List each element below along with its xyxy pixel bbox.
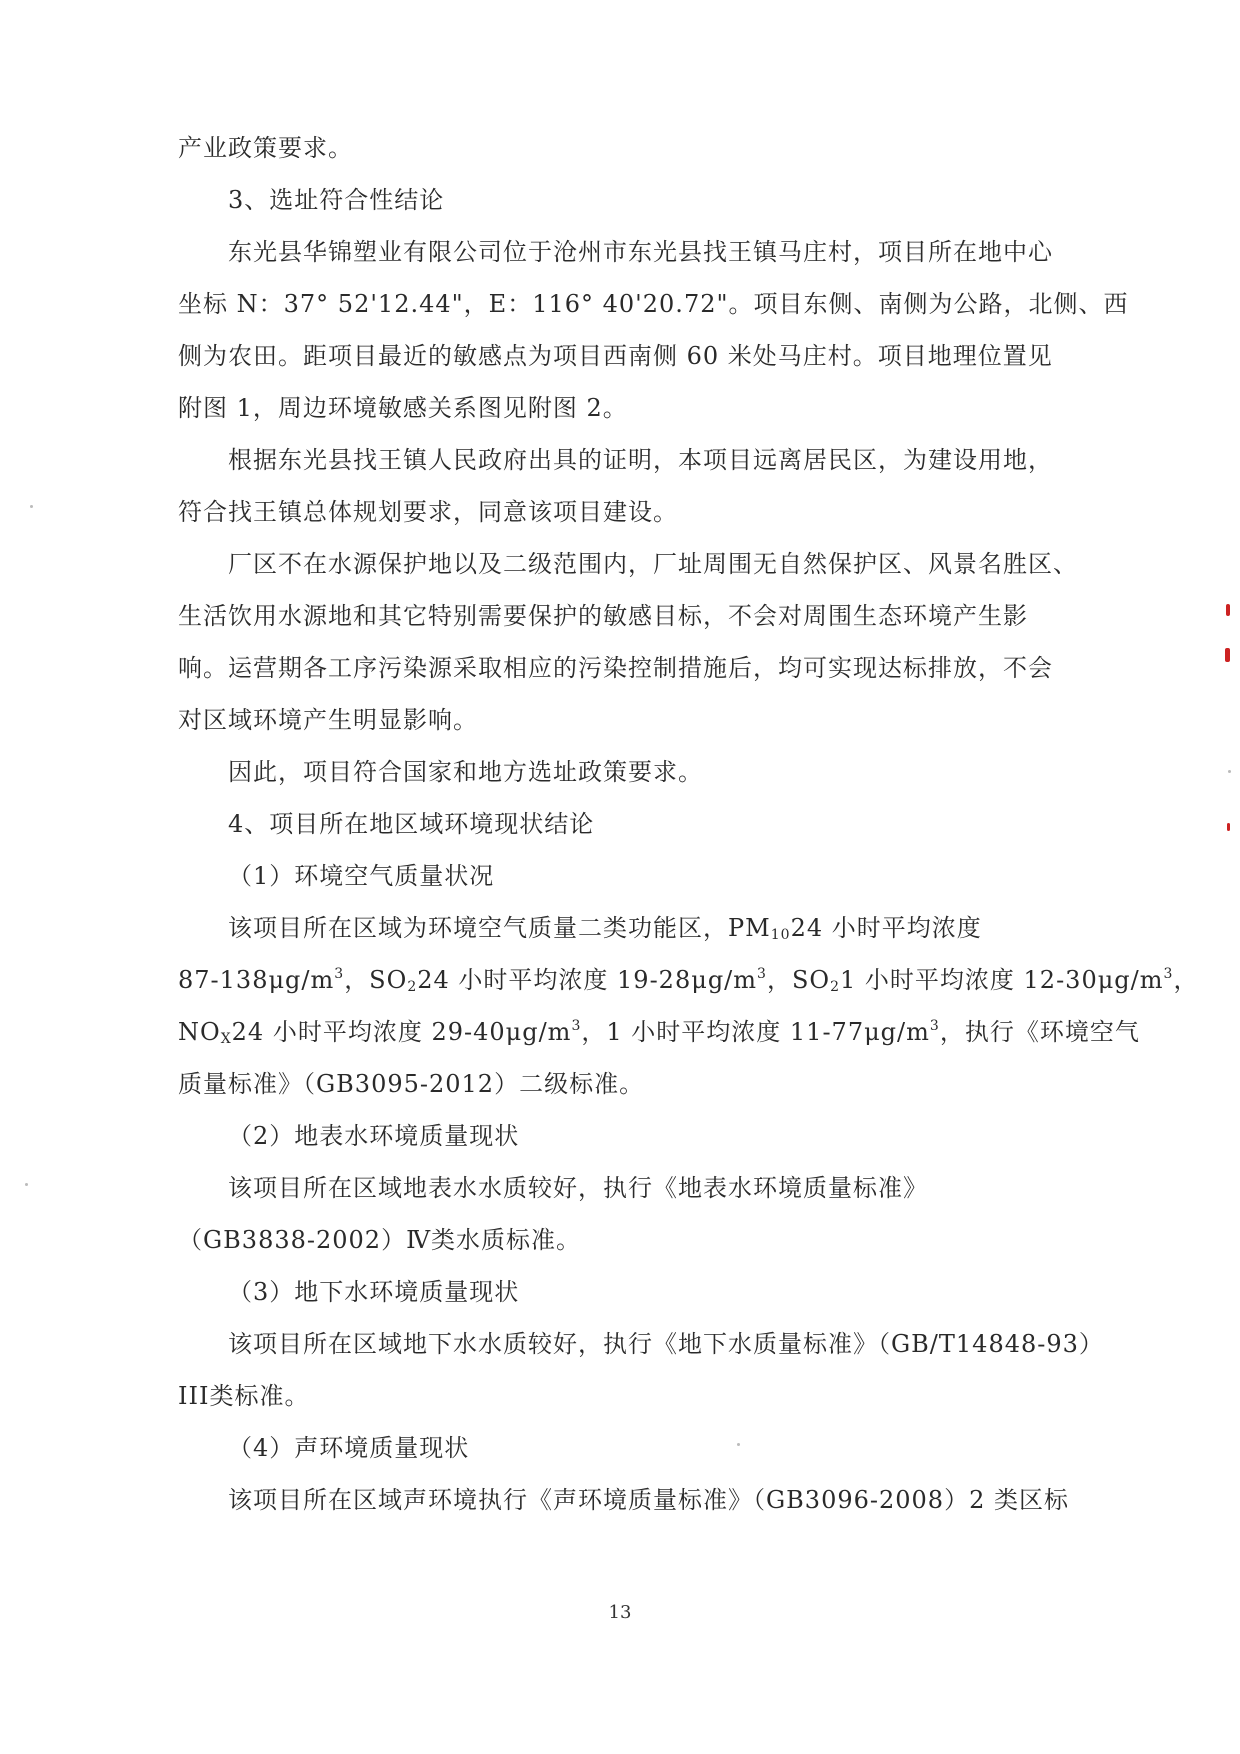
paragraph-line: 该项目所在区域地下水水质较好，执行《地下水质量标准》（GB/T14848-93） bbox=[228, 1330, 1104, 1358]
scan-dot bbox=[30, 505, 33, 508]
paragraph-line: III类标准。 bbox=[178, 1382, 310, 1410]
paragraph-line: 该项目所在区域地表水水质较好，执行《地表水环境质量标准》 bbox=[228, 1174, 928, 1202]
paragraph-line: 符合找王镇总体规划要求，同意该项目建设。 bbox=[178, 498, 678, 526]
scan-dot bbox=[1228, 770, 1231, 773]
section-heading: 4、项目所在地区域环境现状结论 bbox=[228, 810, 595, 838]
subsection-heading: （4）声环境质量现状 bbox=[228, 1434, 470, 1462]
body-text bbox=[178, 122, 1199, 1526]
page-number: 13 bbox=[608, 1602, 632, 1623]
paragraph-line: 坐标 N：37° 52'12.44"，E：116° 40'20.72"。项目东侧、南侧为公路，北侧、西 bbox=[178, 290, 1129, 318]
paragraph-line: 东光县华锦塑业有限公司位于沧州市东光县找王镇马庄村，项目所在地中心 bbox=[228, 238, 1053, 266]
scan-mark bbox=[1227, 823, 1230, 831]
air-quality-line-2: $87-138\mu g/m^3$，$SO_224$ 小时平均浓度 $19-28\mu g/m^3$，$SO_21$ 小时平均浓度 $12-30\mu g/m^3$， bbox=[178, 966, 1199, 995]
subsection-heading: （2）地表水环境质量现状 bbox=[228, 1122, 520, 1150]
paragraph-line: 根据东光县找王镇人民政府出具的证明，本项目远离居民区，为建设用地， bbox=[228, 446, 1053, 474]
section-heading: 3、选址符合性结论 bbox=[228, 186, 445, 214]
subsection-heading: （1）环境空气质量状况 bbox=[228, 862, 495, 890]
scan-dot bbox=[737, 1443, 740, 1446]
air-quality-line-4: 质量标准》（GB3095-2012）二级标准。 bbox=[178, 1070, 645, 1098]
air-quality-line-3: $NO_X24$ 小时平均浓度 $29-40\mu g/m^3$，1 小时平均浓度 $11-77\mu g/m^3$，执行《环境空气 bbox=[178, 1018, 1140, 1047]
scan-dot bbox=[25, 1183, 28, 1186]
paragraph-line: 侧为农田。距项目最近的敏感点为项目西南侧 60 米处马庄村。项目地理位置见 bbox=[178, 342, 1053, 370]
paragraph-line: 附图 1，周边环境敏感关系图见附图 2。 bbox=[178, 394, 628, 422]
air-quality-line-1: 该项目所在区域为环境空气质量二类功能区，$PM_{10}24$ 小时平均浓度 bbox=[228, 914, 982, 943]
paragraph-line: 该项目所在区域声环境执行《声环境质量标准》（GB3096-2008）2 类区标 bbox=[228, 1486, 1069, 1514]
paragraph-line: 厂区不在水源保护地以及二级范围内，厂址周围无自然保护区、风景名胜区、 bbox=[228, 550, 1078, 578]
scan-mark bbox=[1226, 604, 1230, 616]
subsection-heading: （3）地下水环境质量现状 bbox=[228, 1278, 520, 1306]
scan-mark bbox=[1225, 648, 1230, 662]
paragraph-line: 生活饮用水源地和其它特别需要保护的敏感目标，不会对周围生态环境产生影 bbox=[178, 602, 1028, 630]
paragraph-line: 因此，项目符合国家和地方选址政策要求。 bbox=[228, 758, 703, 786]
paragraph-line: 产业政策要求。 bbox=[178, 134, 353, 162]
paragraph-line: 响。运营期各工序污染源采取相应的污染控制措施后，均可实现达标排放，不会 bbox=[178, 654, 1053, 682]
paragraph-line: （GB3838-2002）Ⅳ类水质标准。 bbox=[178, 1226, 582, 1254]
paragraph-line: 对区域环境产生明显影响。 bbox=[178, 706, 478, 734]
